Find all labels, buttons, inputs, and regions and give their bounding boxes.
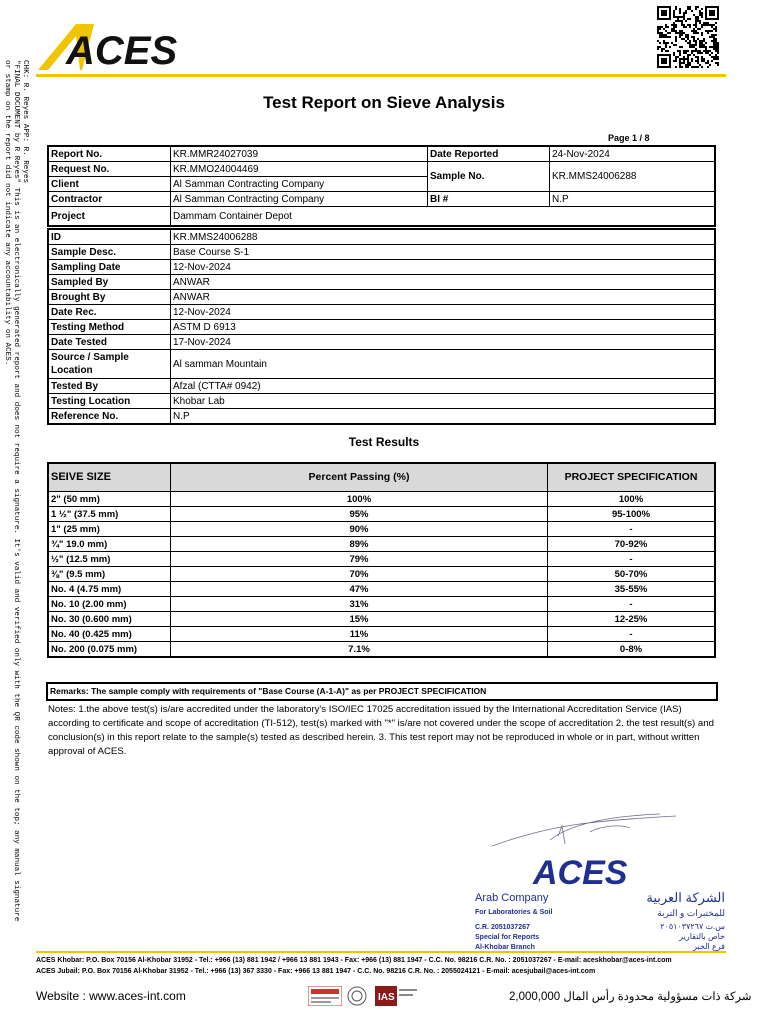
table-row [48, 597, 715, 612]
stamp-ar-company: الشركة العربية [646, 890, 725, 905]
sieve-size-cell: ½" (12.5 mm) [48, 552, 171, 567]
table-row [48, 522, 715, 537]
reference-no-label: Reference No. [48, 409, 171, 425]
sampling-date-value: 12-Nov-2024 [171, 260, 716, 275]
spec-cell: 0-8% [548, 642, 716, 658]
bi-value: N.P [550, 192, 716, 207]
header-sieve-size: SEIVE SIZE [48, 463, 171, 492]
sieve-size-cell: No. 4 (4.75 mm) [48, 582, 171, 597]
company-capital: 2,000,000 شركة ذات مسؤولية محدودة رأس المال [509, 991, 752, 1003]
client-label: Client [48, 177, 171, 192]
header-project-spec: PROJECT SPECIFICATION [548, 463, 716, 492]
table-row [48, 582, 715, 597]
stamp-ar-special: خاص بالتقارير [679, 932, 725, 941]
ias-badge-text: IAS [378, 992, 395, 1003]
testing-method-label: Testing Method [48, 320, 171, 335]
table-row [48, 642, 715, 658]
percent-passing-cell: 11% [171, 627, 548, 642]
source-location-value: Al samman Mountain [171, 350, 716, 379]
qr-code[interactable] [657, 6, 719, 68]
percent-passing-cell: 79% [171, 552, 548, 567]
spec-cell: 95-100% [548, 507, 716, 522]
remarks-box: Remarks: The sample comply with requirements of "Base Course (A-1-A)" as per PROJECT SPECIFICATION [46, 682, 718, 701]
sample-info-table [47, 228, 716, 425]
percent-passing-cell: 7.1% [171, 642, 548, 658]
footer-jubail: ACES Jubail: P.O. Box 70156 Al-Khobar 31952 - Tel.: +966 (13) 367 3330 - Fax: +966 13 881 1947 - C.C. No. 98216 C.R. No. : 2055024121 - E-mail: acesjubail@aces-int.com [36, 968, 596, 975]
table-row [48, 492, 715, 507]
spec-cell: 100% [548, 492, 716, 507]
sample-desc-label: Sample Desc. [48, 245, 171, 260]
table-row [48, 567, 715, 582]
table-row [48, 627, 715, 642]
website-link[interactable]: Website : www.aces-int.com [36, 989, 186, 1003]
side-disclaimer-line: or stamp on the report did not indicate any accountability on ACES. [3, 60, 11, 366]
stamp-en-sub: For Laboratories & Soil [475, 909, 553, 916]
brought-by-value: ANWAR [171, 290, 716, 305]
sample-desc-value: Base Course S-1 [171, 245, 716, 260]
source-location-label: Source / Sample Location [48, 350, 171, 379]
table-row [48, 552, 715, 567]
aces-logo-text: ACES [66, 29, 178, 73]
percent-passing-cell: 89% [171, 537, 548, 552]
percent-passing-cell: 100% [171, 492, 548, 507]
sieve-size-cell: 1" (25 mm) [48, 522, 171, 537]
results-table [47, 462, 716, 658]
client-value: Al Samman Contracting Company [171, 177, 428, 192]
sampled-by-value: ANWAR [171, 275, 716, 290]
aces-logo [36, 18, 186, 74]
table-row [48, 537, 715, 552]
spec-cell: 35-55% [548, 582, 716, 597]
side-disclaimer-line: CHK: R. Reyes APP: R. Reyes [21, 60, 29, 184]
project-label: Project [48, 207, 171, 227]
stamp-special: Special for Reports [475, 934, 540, 941]
date-tested-value: 17-Nov-2024 [171, 335, 716, 350]
sampled-by-label: Sampled By [48, 275, 171, 290]
percent-passing-cell: 70% [171, 567, 548, 582]
testing-method-value: ASTM D 6913 [171, 320, 716, 335]
company-stamp [475, 850, 725, 950]
side-disclaimer-line: "FINAL DOCUMENT by R Reyes" This is an electronically generated report and does not require a signature. It's valid and verified only with the QR code shown on the top; any manual signature [12, 60, 20, 922]
ias-badge-icon [375, 986, 419, 1006]
percent-passing-cell: 47% [171, 582, 548, 597]
stamp-ar-cr: س.ت ٢٠٥١٠٣٧٢٦٧ [660, 922, 725, 931]
spec-cell: - [548, 597, 716, 612]
stamp-aces-logo [527, 850, 637, 890]
date-reported-label: Date Reported [428, 146, 550, 162]
spec-cell: - [548, 522, 716, 537]
spec-cell: 50-70% [548, 567, 716, 582]
sample-no-label: Sample No. [428, 162, 550, 192]
spec-cell: 12-25% [548, 612, 716, 627]
reference-no-value: N.P [171, 409, 716, 425]
stamp-branch: Al-Khobar Branch [475, 944, 535, 951]
notes-paragraph: Notes: 1.the above test(s) is/are accredited under the laboratory's ISO/IEC 17025 accreditation issued by the International Accreditation Service (IAS) according to certificate and scope of accreditation (TI-512), test(s) marked with "*" is/are not covered under the scope of accreditation 2. the test result(s) and conclusion(s) in this report relate to the sample(s) tested as described herein. 3. This test report may not be reproduced in whole or in part, without written approval of ACES. [48, 704, 714, 757]
stamp-ar-sub: للمختبرات و التربة [657, 908, 725, 918]
spec-cell: - [548, 552, 716, 567]
sieve-size-cell: 2" (50 mm) [48, 492, 171, 507]
date-rec-value: 12-Nov-2024 [171, 305, 716, 320]
stamp-cr: C.R. 2051037267 [475, 924, 530, 931]
spec-cell: - [548, 627, 716, 642]
percent-passing-cell: 95% [171, 507, 548, 522]
page-number: Page 1 / 8 [608, 133, 650, 143]
date-tested-label: Date Tested [48, 335, 171, 350]
date-reported-value: 24-Nov-2024 [550, 146, 716, 162]
sieve-size-cell: No. 10 (2.00 mm) [48, 597, 171, 612]
project-value: Dammam Container Depot [171, 207, 716, 227]
percent-passing-cell: 31% [171, 597, 548, 612]
sieve-size-cell: No. 40 (0.425 mm) [48, 627, 171, 642]
tested-by-label: Tested By [48, 379, 171, 394]
date-rec-label: Date Rec. [48, 305, 171, 320]
results-title: Test Results [348, 435, 420, 449]
seal-icon [345, 986, 369, 1006]
report-no-value: KR.MMR24027039 [171, 146, 428, 162]
svg-text:ACES: ACES [533, 854, 628, 890]
testing-location-value: Khobar Lab [171, 394, 716, 409]
sieve-size-cell: ⅜" (9.5 mm) [48, 567, 171, 582]
report-no-label: Report No. [48, 146, 171, 162]
sieve-size-cell: No. 30 (0.600 mm) [48, 612, 171, 627]
table-row [48, 612, 715, 627]
sample-id-value: KR.MMS24006288 [171, 229, 716, 245]
sieve-size-cell: 1 ½" (37.5 mm) [48, 507, 171, 522]
sieve-size-cell: ¾" 19.0 mm) [48, 537, 171, 552]
sieve-size-cell: No. 200 (0.075 mm) [48, 642, 171, 658]
request-no-value: KR.MMO24004469 [171, 162, 428, 177]
table-row [48, 507, 715, 522]
brought-by-label: Brought By [48, 290, 171, 305]
percent-passing-cell: 90% [171, 522, 548, 537]
percent-passing-cell: 15% [171, 612, 548, 627]
contractor-label: Contractor [48, 192, 171, 207]
page-title: Test Report on Sieve Analysis [263, 93, 505, 112]
side-disclaimer [3, 60, 29, 922]
report-info-table [47, 145, 716, 227]
accreditation-badge-icon [308, 986, 342, 1006]
stamp-ar-branch: فرع الخبر [693, 942, 725, 951]
bi-label: BI # [428, 192, 550, 207]
sampling-date-label: Sampling Date [48, 260, 171, 275]
footer-khobar: ACES Khobar: P.O. Box 70156 Al-Khobar 31952 - Tel.: +966 (13) 881 1942 / +966 13 881 1943 - Fax: +966 (13) 881 1947 - C.C. No. 98216 C.R. No. : 2051037267 - E-mail: aceskhobar@aces-int.com [36, 957, 672, 964]
sample-no-value: KR.MMS24006288 [550, 162, 716, 192]
request-no-label: Request No. [48, 162, 171, 177]
footer-rule [36, 951, 726, 953]
testing-location-label: Testing Location [48, 394, 171, 409]
stamp-en-company: Arab Company [475, 892, 549, 904]
contractor-value: Al Samman Contracting Company [171, 192, 428, 207]
tested-by-value: Afzal (CTTA# 0942) [171, 379, 716, 394]
header-percent-passing: Percent Passing (%) [171, 463, 548, 492]
sample-id-label: ID [48, 229, 171, 245]
spec-cell: 70-92% [548, 537, 716, 552]
header-rule [36, 74, 726, 77]
